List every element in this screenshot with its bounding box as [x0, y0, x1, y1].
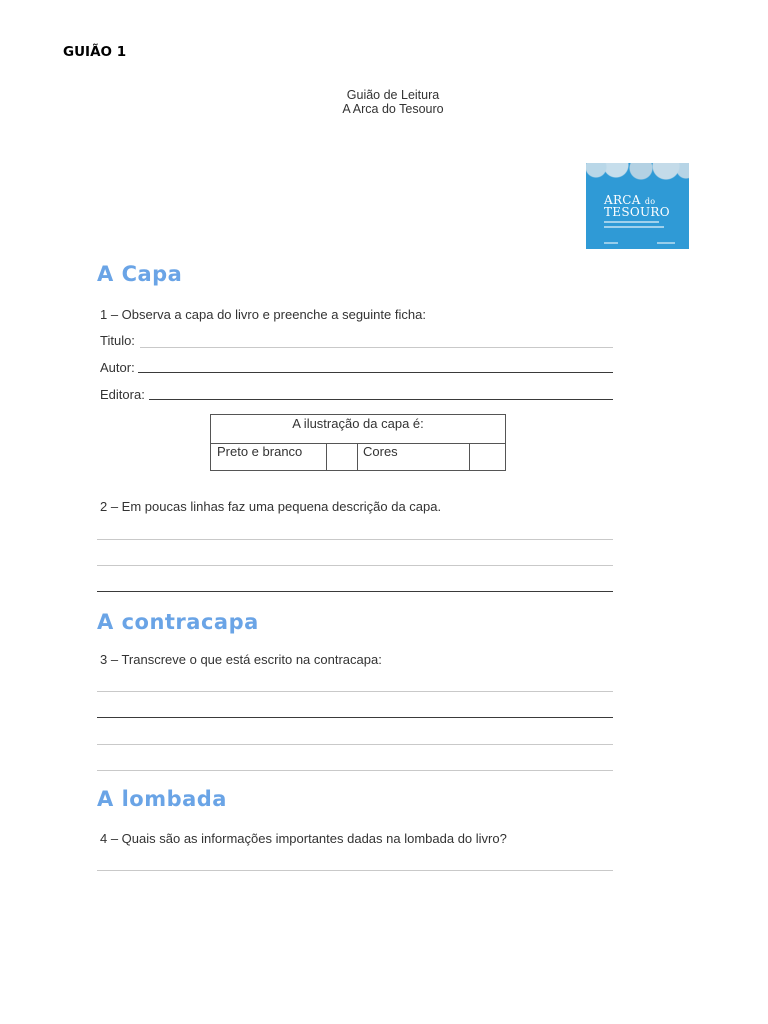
section-heading-capa: A Capa [97, 262, 183, 286]
field-label-titulo: Titulo: [100, 333, 135, 348]
document-header-label: GUIÃO 1 [63, 44, 127, 60]
answer-line-q3-1[interactable] [97, 691, 613, 692]
guide-title-line-1: Guião de Leitura [346, 88, 440, 102]
answer-line-q3-3[interactable] [97, 744, 613, 745]
section-heading-lombada: A lombada [97, 787, 227, 811]
option-preto-branco-label: Preto e branco [217, 444, 303, 459]
cover-title-top: ARCA [604, 193, 641, 207]
section-heading-contracapa: A contracapa [97, 610, 259, 634]
option-cores-label: Cores [363, 444, 398, 459]
question-4: 4 – Quais são as informações importantes dadas na lombada do livro? [100, 831, 507, 846]
guide-title-line-2: A Arca do Tesouro [342, 102, 444, 116]
answer-line-q2-2[interactable] [97, 565, 613, 566]
guide-title [300, 88, 486, 116]
book-cover-image [586, 163, 689, 249]
answer-line-autor[interactable] [138, 372, 613, 373]
checkbox-preto-branco[interactable] [326, 443, 358, 470]
question-3: 3 – Transcreve o que está escrito na contracapa: [100, 652, 382, 667]
option-cores [357, 443, 470, 470]
cover-title [604, 195, 670, 218]
field-label-editora: Editora: [100, 387, 145, 402]
answer-line-q2-1[interactable] [97, 539, 613, 540]
answer-line-editora[interactable] [149, 399, 613, 400]
question-1: 1 – Observa a capa do livro e preenche a seguinte ficha: [100, 307, 426, 322]
field-label-autor: Autor: [100, 360, 135, 375]
cover-clouds-decoration [586, 163, 689, 187]
cover-title-small: do [644, 197, 656, 206]
cover-text-lines [604, 221, 664, 231]
illustration-table [210, 414, 506, 471]
question-2: 2 – Em poucas linhas faz uma pequena descrição da capa. [100, 499, 442, 514]
answer-line-q2-3[interactable] [97, 591, 613, 592]
cover-title-bottom: TESOURO [604, 205, 670, 219]
answer-line-titulo[interactable] [140, 347, 613, 348]
cover-footer-lines [604, 242, 675, 244]
answer-line-q3-4[interactable] [97, 770, 613, 771]
answer-line-q4-1[interactable] [97, 870, 613, 871]
checkbox-cores[interactable] [469, 443, 504, 470]
answer-line-q3-2[interactable] [97, 717, 613, 718]
illustration-table-header: A ilustração da capa é: [211, 415, 505, 444]
option-preto-branco [211, 443, 327, 470]
